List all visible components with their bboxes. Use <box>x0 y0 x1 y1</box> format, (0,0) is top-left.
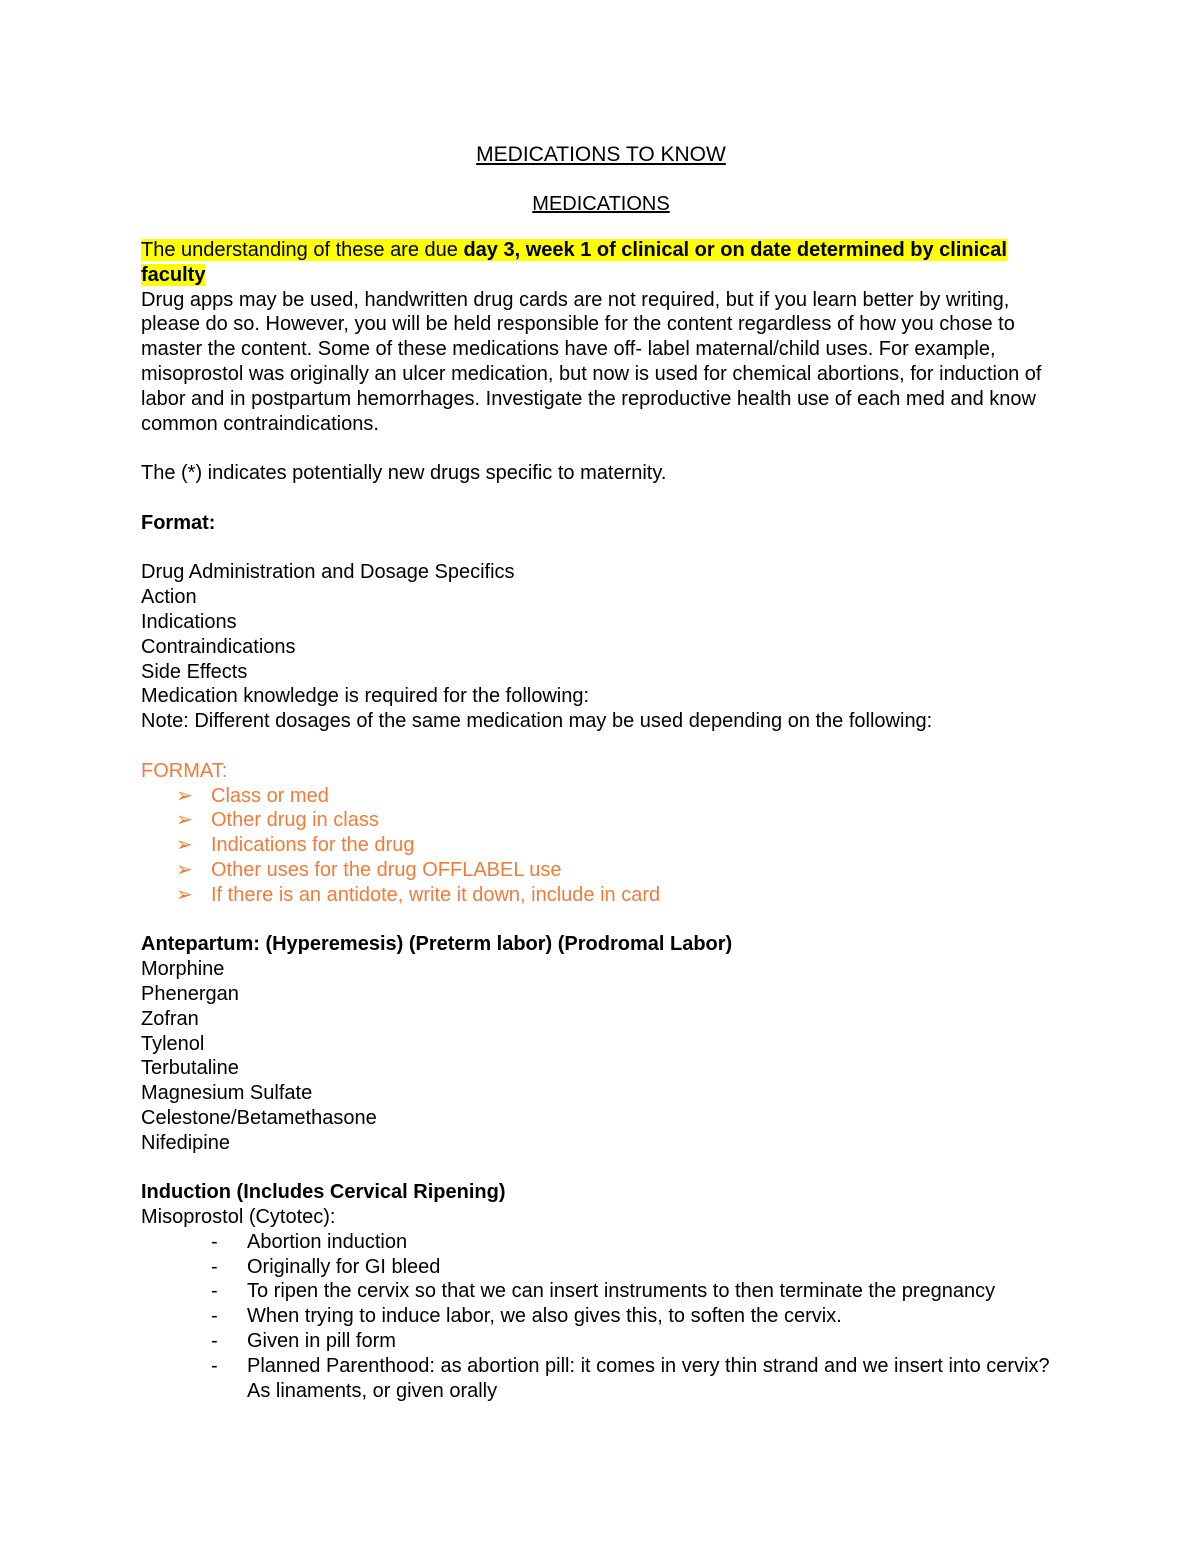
dash-bullet-icon: - <box>211 1354 218 1377</box>
arrow-bullet-icon: ➢ <box>176 834 193 857</box>
format-item: Drug Administration and Dosage Specifics <box>141 561 515 584</box>
drug-item: Celestone/Betamethasone <box>141 1106 377 1129</box>
drug-item: Terbutaline <box>141 1057 239 1080</box>
induction-note-text: Abortion induction <box>247 1230 408 1253</box>
format2-list <box>141 784 1061 908</box>
induction-drug: Misoprostol (Cytotec): <box>141 1206 336 1229</box>
format-item: Note: Different dosages of the same medication may be used depending on the following: <box>141 710 933 733</box>
format2-item <box>176 808 1061 833</box>
dash-bullet-icon: - <box>211 1280 218 1303</box>
induction-note-text: Originally for GI bleed <box>247 1255 441 1278</box>
format2-item <box>176 883 1061 908</box>
document-title: MEDICATIONS TO KNOW <box>476 143 726 166</box>
asterisk-note: The (*) indicates potentially new drugs specific to maternity. <box>141 462 667 485</box>
document-subtitle: MEDICATIONS <box>532 193 670 215</box>
dash-bullet-icon: - <box>211 1330 218 1353</box>
induction-note <box>211 1255 1061 1280</box>
intro-section <box>141 238 1061 436</box>
induction-note-text: To ripen the cervix so that we can insert instruments to then terminate the pregnancy <box>247 1280 996 1303</box>
arrow-bullet-icon: ➢ <box>176 784 193 807</box>
induction-note-text: Planned Parenthood: as abortion pill: it comes in very thin strand and we insert into cervix? As linaments, or given orally <box>247 1354 1050 1402</box>
format2-item-text: Other drug in class <box>211 809 379 832</box>
arrow-bullet-icon: ➢ <box>176 809 193 832</box>
format2-item-text: If there is an antidote, write it down, include in card <box>211 883 661 906</box>
due-notice-bold: day 3, week 1 of clinical or on date determined by clinical faculty <box>141 239 1007 286</box>
drug-item: Magnesium Sulfate <box>141 1082 313 1105</box>
format-item: Side Effects <box>141 660 248 683</box>
induction-heading: Induction (Includes Cervical Ripening) <box>141 1181 506 1204</box>
due-notice <box>141 238 1061 288</box>
drug-item: Nifedipine <box>141 1131 230 1154</box>
drug-item: Zofran <box>141 1007 199 1030</box>
format-item: Action <box>141 586 197 609</box>
dash-bullet-icon: - <box>211 1230 218 1253</box>
induction-note-text: When trying to induce labor, we also gives this, to soften the cervix. <box>247 1305 842 1328</box>
induction-notes-list <box>141 1230 1061 1404</box>
format2-item-text: Other uses for the drug OFFLABEL use <box>211 858 562 881</box>
due-notice-plain: The understanding of these are due <box>141 239 464 261</box>
dash-bullet-icon: - <box>211 1255 218 1278</box>
format-item: Medication knowledge is required for the following: <box>141 685 590 708</box>
arrow-bullet-icon: ➢ <box>176 858 193 881</box>
induction-note <box>211 1279 1061 1304</box>
format2-item-text: Indications for the drug <box>211 834 415 857</box>
induction-note <box>211 1230 1061 1255</box>
drug-item: Tylenol <box>141 1032 205 1055</box>
induction-note <box>211 1354 1061 1404</box>
format-item: Indications <box>141 610 237 633</box>
format2-item <box>176 784 1061 809</box>
format2-heading: FORMAT: <box>141 759 228 782</box>
format-heading: Format: <box>141 511 216 534</box>
induction-note <box>211 1329 1061 1354</box>
format2-item-text: Class or med <box>211 784 329 807</box>
induction-note-text: Given in pill form <box>247 1330 396 1353</box>
arrow-bullet-icon: ➢ <box>176 883 193 906</box>
antepartum-heading: Antepartum: (Hyperemesis) (Preterm labor) (Prodromal Labor) <box>141 933 733 956</box>
drug-item: Phenergan <box>141 982 239 1005</box>
intro-paragraph: Drug apps may be used, handwritten drug cards are not required, but if you learn better by writing, please do so. However, you will be held responsible for the content regardless of how you chose to master the content. Some of these medications have off- label maternal/child uses. For example, misoprostol was originally an ulcer medication, but now is used for chemical abortions, for induction of labor and in postpartum hemorrhages. Investigate the reproductive health use of each med and know common contraindications. <box>141 288 1042 435</box>
induction-note <box>211 1304 1061 1329</box>
format-list <box>141 560 1061 734</box>
drug-item: Morphine <box>141 958 225 981</box>
antepartum-drug-list <box>141 957 1061 1155</box>
format-item: Contraindications <box>141 635 296 658</box>
dash-bullet-icon: - <box>211 1305 218 1328</box>
format2-item <box>176 833 1061 858</box>
format2-item <box>176 858 1061 883</box>
document-page <box>141 141 1061 1403</box>
